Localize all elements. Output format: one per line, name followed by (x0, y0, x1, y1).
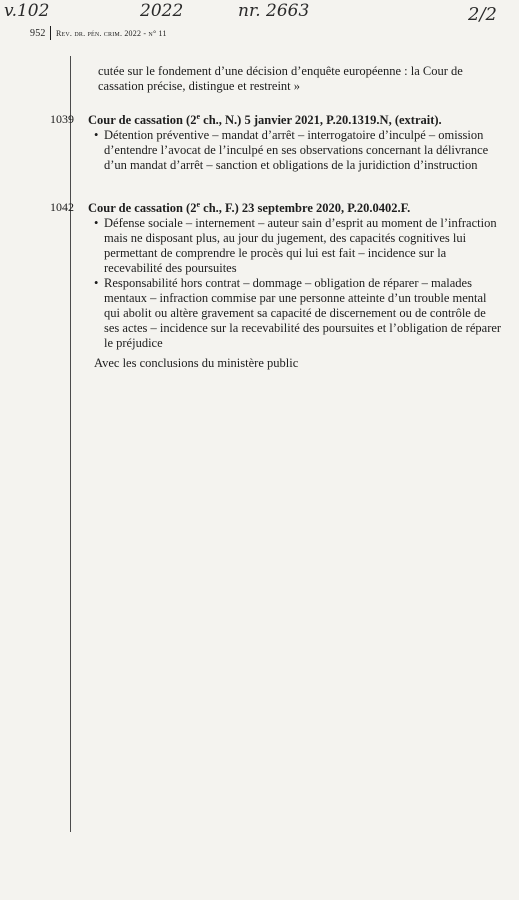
bullet-icon: • (94, 216, 99, 230)
keyword-text: Défense sociale – internement – auteur sain d’esprit au moment de l’infraction mais ne disposant plus, au jour du jugement, des capacités cognitives lui permettant de comprendre le procès qui lui est fait – incidence sur la recevabilité des poursuites (104, 216, 497, 275)
header-divider (50, 26, 51, 40)
keyword-bullet (94, 128, 504, 173)
keyword-bullet (94, 276, 504, 351)
bullet-icon: • (94, 128, 99, 142)
keyword-text: Détention préventive – mandat d’arrêt – interrogatoire d’inculpé – omission d’entendre l’avocat de l’inculpé en ses observations concernant la délivrance d’un mandat d’arrêt – sanction et obligations de la juridiction d’instruction (104, 128, 489, 172)
continuation-paragraph: cutée sur le fondement d’une décision d’enquête européenne : la Cour de cassation précise, distingue et restreint » (98, 64, 463, 93)
keyword-text: Responsabilité hors contrat – dommage – obligation de réparer – malades mentaux – infraction commise par une personne atteinte d’un trouble mental qui abolit ou altère gravement sa capacité de discernement ou de contrôle de ses actes – incidence sur la recevabilité des poursuites et l’obligation de réparer le préjudice (104, 276, 502, 350)
handwritten-annotations (0, 0, 519, 30)
handwritten-year: 2022 (140, 1, 184, 21)
entry-title: Cour de cassation (2e ch., F.) 23 septembre 2020, P.20.0402.F. (88, 200, 411, 216)
margin-rule (70, 56, 71, 832)
conclusion-note: Avec les conclusions du ministère public (94, 356, 299, 370)
entry-number: 1039 (50, 112, 74, 126)
handwritten-page-ratio: 2/2 (468, 4, 497, 25)
entry-title: Cour de cassation (2e ch., N.) 5 janvier 2021, P.20.1319.N, (extrait). (88, 112, 442, 128)
bullet-icon: • (94, 276, 99, 290)
journal-name: Rev. dr. pén. crim. 2022 - n° 11 (56, 29, 167, 38)
running-head (30, 28, 490, 44)
entry-number: 1042 (50, 200, 74, 214)
keyword-bullet (94, 216, 504, 276)
handwritten-reference: nr. 2663 (238, 1, 310, 21)
handwritten-code: v.102 (4, 1, 50, 21)
page-number: 952 (30, 28, 46, 39)
